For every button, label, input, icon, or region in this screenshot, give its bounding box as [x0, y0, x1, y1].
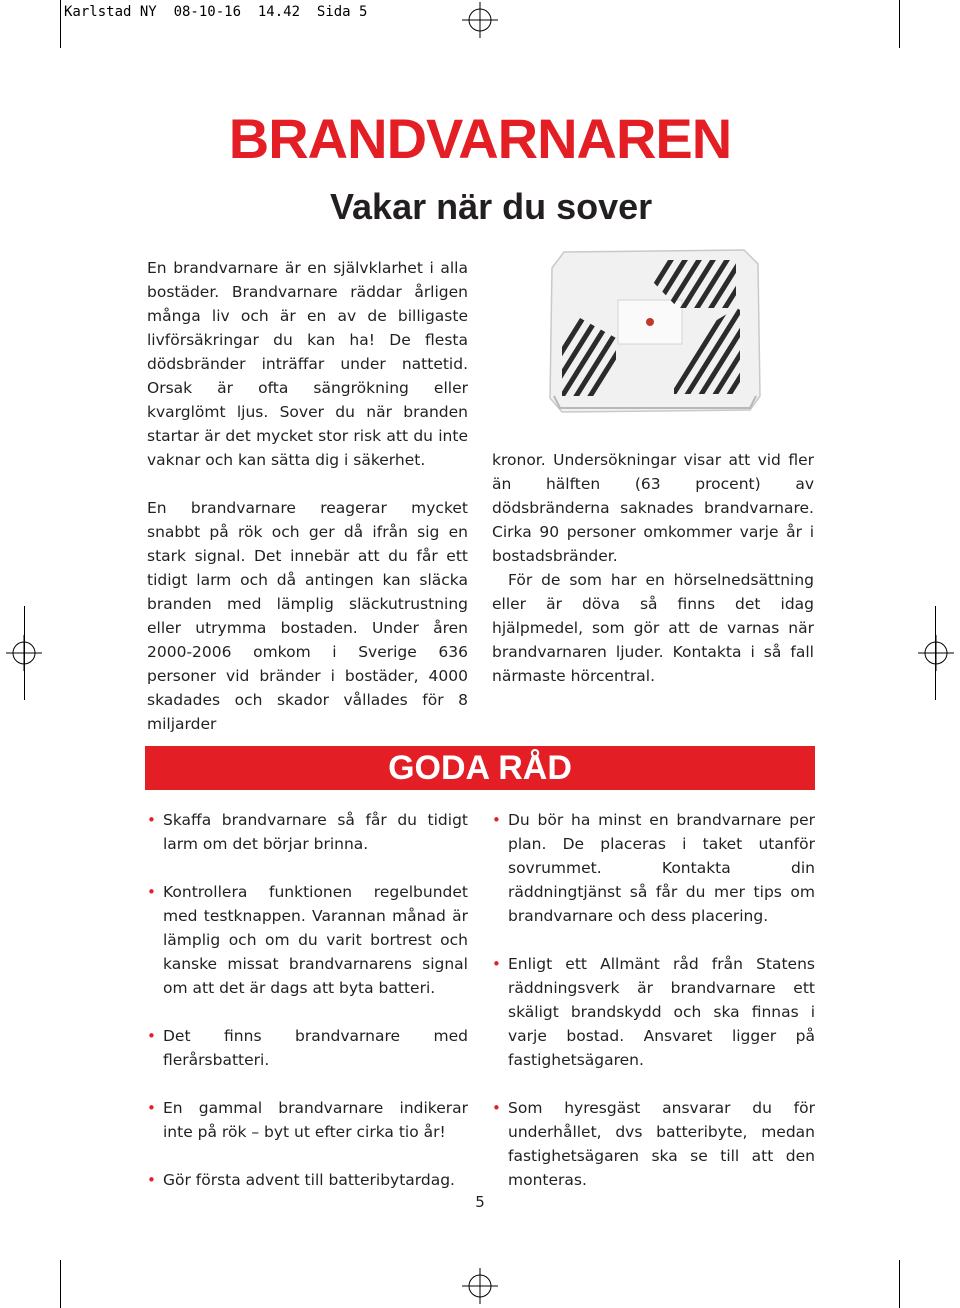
page-subtitle: Vakar när du sover	[330, 186, 653, 227]
registration-line-left	[24, 606, 25, 700]
print-slug	[64, 4, 367, 20]
intro-paragraph-1: En brandvarnare är en självklarhet i alla bostäder. Brandvarnare räddar årligen många liv och är en av de billigaste livförsäkringar du kan ha! De flesta dödsbränder inträffar under nattetid. Orsak är ofta sängrökning eller kvarglömt ljus. Sover du när branden startar är det mycket stor risk att du inte vaknar och kan sätta dig i säkerhet.	[147, 259, 468, 469]
tip-text: Enligt ett Allmänt råd från Statens räddningsverk är brandvarnare ett skäligt brandskydd och ska finnas i varje bostad. Ansvaret ligger på fastighetsägaren.	[508, 955, 815, 1069]
page-number: 5	[475, 1193, 485, 1211]
bullet-icon: •	[147, 811, 156, 829]
list-item	[147, 1024, 468, 1072]
slug-date: 08-10-16	[173, 4, 242, 20]
crop-mark-bottom-left	[60, 1260, 61, 1308]
list-item	[492, 952, 815, 1072]
registration-mark-top	[462, 2, 498, 38]
tips-heading: GODA RÅD	[388, 749, 572, 787]
slug-file: Karlstad NY	[64, 4, 157, 20]
page-title: BRANDVARNAREN	[228, 107, 732, 170]
crop-mark-top-right	[899, 0, 900, 48]
bullet-icon: •	[492, 1099, 501, 1117]
tip-text: Du bör ha minst en brandvarnare per plan. De placeras i taket utanför sovrummet. Kontakta din räddningtjänst så får du mer tips om brandvarnare och dess placering.	[508, 811, 815, 925]
intro-continued-paragraph-2: För de som har en hörselnedsättning eller är döva så finns det idag hjälpmedel, som gör att de varnas när brandvarnaren ljuder. Kontakta i så fall närmaste hörcentral.	[492, 571, 814, 685]
bullet-icon: •	[492, 955, 501, 973]
slug-time: 14.42	[257, 4, 301, 20]
bullet-icon: •	[147, 1027, 156, 1045]
intro-paragraph-2: En brandvarnare reagerar mycket snabbt på rök och ger då ifrån sig en stark signal. Det innebär att du får ett tidigt larm och då antingen kan släcka branden med lämplig släckutrustning eller utrymma bostaden. Under åren 2000-2006 omkom i Sverige 636 personer vid bränder i bostäder, 4000 skadades och skador vållades för 8 miljarder	[147, 499, 468, 733]
tip-text: Som hyresgäst ansvarar du för underhållet, dvs batteribyte, medan fastighetsägaren ska se till att den monteras.	[508, 1099, 815, 1189]
tip-text: En gammal brandvarnare indikerar inte på rök – byt ut efter cirka tio år!	[163, 1099, 468, 1141]
registration-line-right	[935, 606, 936, 700]
bullet-icon: •	[147, 1099, 156, 1117]
registration-mark-bottom	[462, 1268, 498, 1304]
slug-page: Sida 5	[316, 4, 368, 20]
bullet-icon: •	[147, 883, 156, 901]
bullet-icon: •	[492, 811, 501, 829]
intro-column-right	[492, 448, 814, 688]
crop-mark-top-left	[60, 0, 61, 48]
list-item	[147, 808, 468, 856]
list-item	[147, 1096, 468, 1144]
list-item	[147, 880, 468, 1000]
tip-text: Det finns brandvarnare med flerårsbatteri.	[163, 1027, 468, 1069]
tip-text: Skaffa brandvarnare så får du tidigt larm om det börjar brinna.	[163, 811, 468, 853]
list-item	[147, 1168, 468, 1192]
registration-mark-right	[918, 635, 954, 671]
crop-mark-bottom-right	[899, 1260, 900, 1308]
tips-list-left	[147, 808, 468, 1216]
tips-list-right	[492, 808, 815, 1216]
bullet-icon: •	[147, 1171, 156, 1189]
tip-text: Kontrollera funktionen regelbundet med testknappen. Varannan månad är lämplig och om du varit bortrest och kanske missat brandvarnarens signal om att det är dags att byta batteri.	[163, 883, 468, 997]
smoke-detector-image	[546, 246, 762, 414]
intro-continued-paragraph-1: kronor. Undersökningar visar att vid fler än hälften (63 procent) av dödsbränderna saknades brandvarnare. Cirka 90 personer omkommer varje år i bostadsbränder.	[492, 451, 814, 565]
list-item	[492, 808, 815, 928]
list-item	[492, 1096, 815, 1192]
tip-text: Gör första advent till batteribytardag.	[163, 1171, 455, 1189]
intro-column-left	[147, 256, 468, 760]
